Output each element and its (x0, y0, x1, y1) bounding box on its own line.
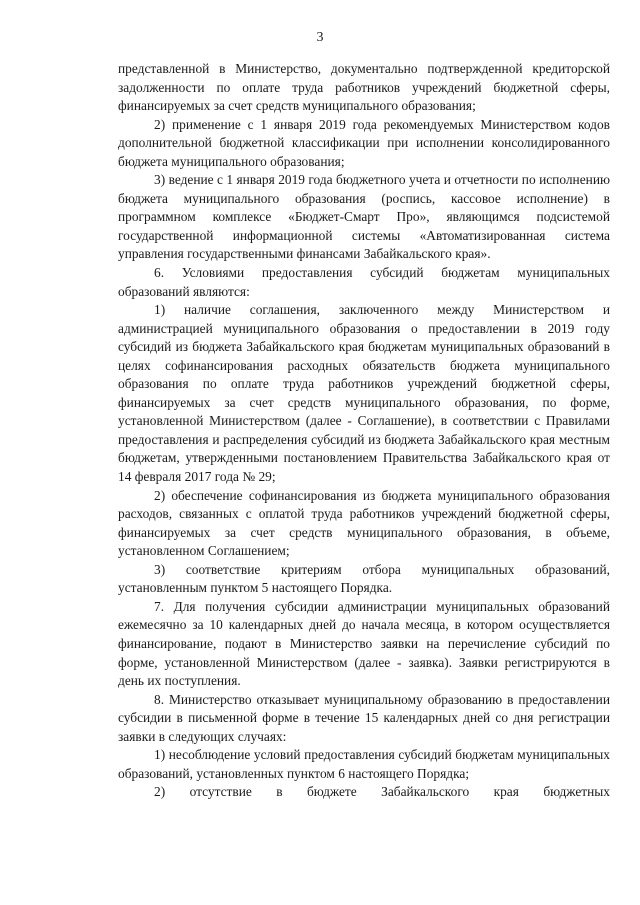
paragraph-continuation: представленной в Министерство, документально подтвержденной кредиторской задолженности по оплате труда работников учреждений бюджетной сферы, финансируемых за счет средств муниципального образования; (118, 61, 610, 114)
paragraph-clause-6-item-3: 3) соответствие критериям отбора муниципальных образований, установленным пунктом 5 настоящего Порядка. (118, 561, 610, 596)
paragraph-clause-6-item-1: 1) наличие соглашения, заключенного между Министерством и администрацией муниципального образования о предоставлении в 2019 году субсидий из бюджета Забайкальского края бюджетам муниципальных образований в целях софинансирования расходных обязательств бюджета муниципального образования по оплате труда работников учреждений бюджетной сферы, финансируемых за счет средств муниципального образования, по форме, установленной Министерством (далее - Соглашение), в соответствии с Правилами предоставления и распределения субсидий из бюджета Забайкальского края местным бюджетам, утвержденными постановлением Правительства Забайкальского края от 14 февраля 2017 года № 29; (118, 302, 610, 485)
paragraph-clause-8: 8. Министерство отказывает муниципальному образованию в предоставлении субсидии в письменной форме в течение 15 календарных дней со дня регистрации заявки в следующих случаях: (118, 691, 610, 744)
paragraph-clause-6-item-2: 2) обеспечение софинансирования из бюджета муниципального образования расходов, связанных с оплатой труда работников учреждений бюджетной сферы, финансируемых за счет средств муниципального образования, в объеме, установленном Соглашением; (118, 487, 610, 559)
paragraph-clause-8-item-1: 1) несоблюдение условий предоставления субсидий бюджетам муниципальных образований, установленных пунктом 6 настоящего Порядка; (118, 747, 610, 781)
paragraph-clause-7: 7. Для получения субсидии администрации муниципальных образований ежемесячно за 10 календарных дней до начала месяца, в котором осуществляется финансирование, подают в Министерство заявки на перечисление субсидий по форме, установленной Министерством (далее - заявка). Заявки регистрируются в день их поступления. (118, 598, 610, 689)
page-number: 3 (316, 30, 324, 45)
document-body (118, 60, 610, 802)
paragraph-item-2: 2) применение с 1 января 2019 года рекомендуемых Министерством кодов дополнительной бюджетной классификации при исполнении консолидированного бюджета муниципального образования; (118, 116, 610, 169)
paragraph-item-3: 3) ведение с 1 января 2019 года бюджетного учета и отчетности по исполнению бюджета муниципального образования (роспись, кассовое исполнение) в программном комплексе «Бюджет-Смарт Про», являющимся подсистемой государственной информационной системы «Автоматизированная система управления государственными финансами Забайкальского края». (118, 172, 610, 262)
paragraph-clause-8-item-2: 2) отсутствие в бюджете Забайкальского края бюджетных (154, 784, 610, 800)
paragraph-clause-6: 6. Условиями предоставления субсидий бюджетам муниципальных образований являются: (118, 265, 610, 299)
